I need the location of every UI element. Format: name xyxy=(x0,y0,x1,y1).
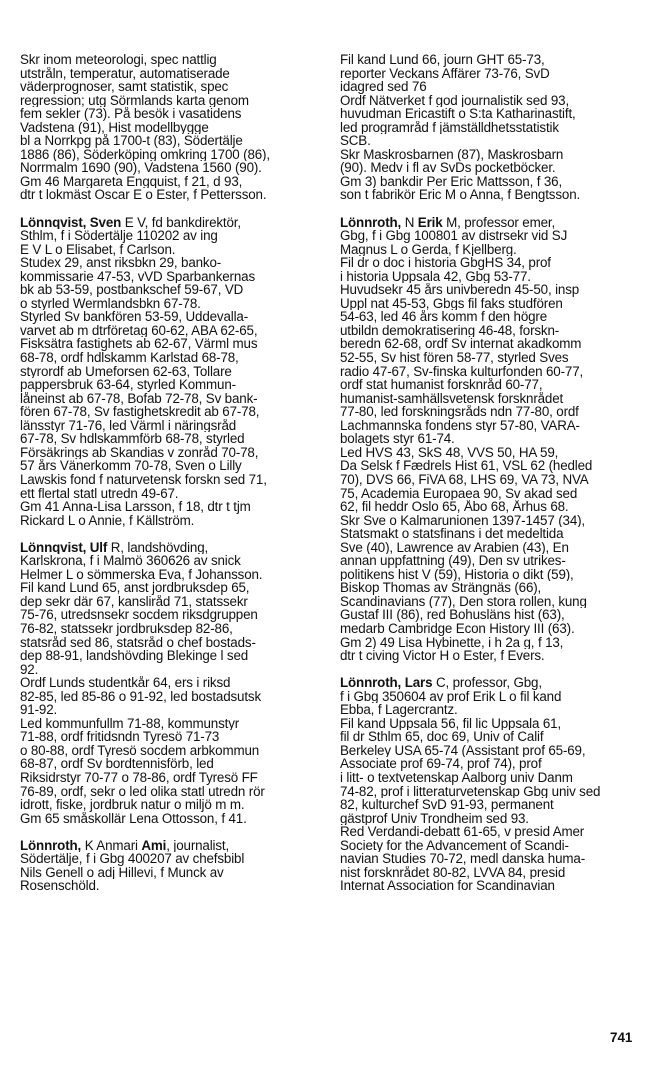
entry-text-line: 76-82, statssekr jordbruksdep 82-86, xyxy=(20,621,233,636)
entry-text-line: 71-88, ordf fritidsndn Tyresö 71-73 xyxy=(20,730,220,744)
entry-text-line: beredn 62-68, ordf Sv internat akadkomm xyxy=(340,337,582,352)
entry-text-line: Biskop Thomas av Strängnäs (66), xyxy=(340,581,542,595)
entry-text-line: Ordf Nätverket f god journalistik sed 93, xyxy=(340,93,570,108)
entry-text-line: 68-78, ordf hdlskamm Karlstad 68-78, xyxy=(20,351,239,365)
entry-text-line: statsråd sed 86, statsråd o chef bostads- xyxy=(20,635,256,650)
entry-text-line: Sve (40), Lawrence av Arabien (43), En xyxy=(340,540,569,555)
biography-entry xyxy=(20,541,320,825)
entry-text-line: fil dr Sthlm 65, doc 69, Univ of Calif xyxy=(340,730,544,744)
entry-name-part: Erik xyxy=(417,215,443,230)
entry-heading-text: R, landshövding, xyxy=(107,540,209,555)
entry-heading xyxy=(340,676,652,690)
entry-name: Lönnroth, xyxy=(20,838,82,853)
entry-text-line: 70), DVS 66, FiVA 68, LHS 69, VA 73, NVA xyxy=(340,472,589,487)
left-column xyxy=(20,53,320,893)
entry-text-line: Gm 2) 49 Lisa Hybinette, i h 2a g, f 13, xyxy=(340,635,564,650)
entry-text-line: Lawskis fond f naturvetensk forskn sed 71, xyxy=(20,472,267,487)
biography-entry xyxy=(20,839,320,893)
entry-text-line: 75, Academia Europaea 90, Sv akad sed xyxy=(340,486,578,501)
entry-text-line: ordf stat humanist forsknråd 60-77, xyxy=(340,378,543,392)
entry-text-line: Rickard L o Annie, f Källström. xyxy=(20,513,195,528)
entry-text-line: Da Selsk f Fædrels Hist 61, VSL 62 (hedled xyxy=(340,459,593,473)
entry-text-line: 54-63, led 46 års komm f den högre xyxy=(340,310,548,324)
entry-continuation xyxy=(20,53,320,202)
entry-text-line: humanist-samhällsvetensk forsknrådet xyxy=(340,391,564,406)
entry-text-line: fören 67-78, Sv fastighetskredit ab 67-78, xyxy=(20,405,260,419)
entry-text-line: Styrled Sv bankfören 53-59, Uddevalla- xyxy=(20,310,249,324)
entry-text-line: Skr Maskrosbarnen (87), Maskrosbarn xyxy=(340,147,564,162)
entry-text-line: 92. xyxy=(20,662,39,677)
entry-text-line: Karlskrona, f i Malmö 360626 av snick xyxy=(20,554,241,568)
entry-text-line: Rosenschöld. xyxy=(20,879,100,893)
page-number: 741 xyxy=(610,1030,633,1045)
entry-name: Lönnroth, xyxy=(340,215,402,230)
entry-text-line: Försäkrings ab Skandias v zonråd 70-78, xyxy=(20,445,259,460)
entry-text-line: idrott, fiske, jordbruk natur o miljö m m. xyxy=(20,798,245,812)
entry-text-line: gästprof Univ Trondheim sed 93. xyxy=(340,811,529,826)
entry-text-line: i historia Uppsala 42, Gbg 53-77. xyxy=(340,269,531,284)
entry-text-line: utstråln, temperatur, automatiserade xyxy=(20,66,230,81)
entry-text-line: dep sekr där 67, kansliråd 71, statssekr xyxy=(20,594,248,609)
entry-heading-text: , journalist, xyxy=(166,838,230,853)
entry-text-line: dtr t lokmäst Oscar E o Ester, f Pettersson. xyxy=(20,188,267,203)
entry-text-line: pappersbruk 63-64, styrled Kommun- xyxy=(20,378,236,392)
entry-text-line: 76-89, ordf, sekr o led olika statl utredn rör xyxy=(20,784,265,799)
right-column xyxy=(340,53,652,893)
entry-text-line: 77-80, led forskningsråds ndn 77-80, ordf xyxy=(340,405,579,419)
entry-name: Lönnqvist, Sven xyxy=(20,215,122,230)
entry-text-line: 1886 (86), Söderköping omkring 1700 (86), xyxy=(20,147,270,162)
entry-text-line: 82, kulturchef SvD 91-93, permanent xyxy=(340,798,554,812)
entry-text-line: Ordf Lunds studentkår 64, ers i riksd xyxy=(20,676,231,690)
entry-text-line: 91-92. xyxy=(20,703,58,717)
entry-text-line: ett flertal statl utredn 49-67. xyxy=(20,486,179,501)
entry-text-line: led programråd f jämställdhetsstatistik xyxy=(340,120,559,135)
entry-text-line: 57 års Vänerkomm 70-78, Sven o Lilly xyxy=(20,459,242,473)
entry-text-line: Sthlm, f i Södertälje 110202 av ing xyxy=(20,229,218,243)
entry-text-line: SCB. xyxy=(340,134,371,148)
entry-text-line: 67-78, Sv hdlskammförb 68-78, styrled xyxy=(20,432,245,446)
entry-text-line: navian Studies 70-72, medl danska huma- xyxy=(340,852,586,866)
entry-text-line: Studex 29, anst riksbkn 29, banko- xyxy=(20,256,222,270)
entry-heading xyxy=(340,216,652,230)
entry-text-line: 74-82, prof i litteraturvetenskap Gbg univ sed xyxy=(340,784,601,799)
entry-heading-text: N xyxy=(401,215,418,230)
entry-name-part: Ami xyxy=(141,838,167,853)
entry-text-line: Gm 65 småskollär Lena Ottosson, f 41. xyxy=(20,811,247,826)
entry-text-line: Associate prof 69-74, prof 74), prof xyxy=(340,757,542,771)
entry-heading-text: M, professor emer, xyxy=(442,215,556,230)
entry-continuation xyxy=(340,53,652,202)
entry-text-line: radio 47-67, Sv-finska kulturfonden 60-77, xyxy=(340,364,584,379)
entry-text-line: Fil kand Lund 65, anst jordbruksdep 65, xyxy=(20,581,250,595)
entry-text-line: f i Gbg 350604 av prof Erik L o fil kand xyxy=(340,689,562,704)
entry-text-line: 52-55, Sv hist fören 58-77, styrled Sves xyxy=(340,351,569,365)
entry-text-line: idagred sed 76 xyxy=(340,80,427,94)
entry-text-line: bl a Norrkpg på 1700-t (83), Södertälje xyxy=(20,134,243,148)
entry-text-line: Gm 3) bankdir Per Eric Mattsson, f 36, xyxy=(340,174,563,189)
entry-text-line: Fil kand Uppsala 56, fil lic Uppsala 61, xyxy=(340,716,562,731)
entry-text-line: Gm 46 Margareta Engquist, f 21, d 93, xyxy=(20,174,243,189)
biography-entry xyxy=(20,216,320,528)
entry-heading xyxy=(20,541,320,555)
entry-text-line: 82-85, led 85-86 o 91-92, led bostadsutsk xyxy=(20,689,262,704)
entry-text-line: Led kommunfullm 71-88, kommunstyr xyxy=(20,716,240,731)
entry-text-line: E V L o Elisabet, f Carlson. xyxy=(20,242,176,257)
entry-text-line: reporter Veckans Affärer 73-76, SvD xyxy=(340,66,550,81)
entry-text-line: Gustaf III (86), red Bohusläns hist (63), xyxy=(340,608,565,622)
entry-text-line: Internat Association for Scandinavian xyxy=(340,879,555,893)
entry-text-line: Gbg, f i Gbg 100801 av distrsekr vid SJ xyxy=(340,229,568,243)
entry-heading xyxy=(20,216,320,230)
entry-text-line: Helmer L o sömmerska Eva, f Johansson. xyxy=(20,567,263,582)
entry-text-line: politikens hist V (59), Historia o dikt (59), xyxy=(340,567,574,582)
biography-entry xyxy=(340,216,652,663)
entry-text-line: Skr inom meteorologi, spec nattlig xyxy=(20,53,217,67)
entry-text-line: styrordf ab Umeforsen 62-63, Tollare xyxy=(20,364,232,379)
entry-text-line: Fisksätra fastighets ab 62-67, Värml mus xyxy=(20,337,258,352)
entry-text-line: Red Verdandi-debatt 61-65, v presid Amer xyxy=(340,825,585,839)
entry-text-line: annan uppfattning (49), Den sv utrikes- xyxy=(340,554,566,568)
entry-text-line: Ebba, f Lagercrantz. xyxy=(340,703,458,717)
entry-text-line: Nils Genell o adj Hillevi, f Munck av xyxy=(20,865,224,880)
entry-text-line: Berkeley USA 65-74 (Assistant prof 65-69, xyxy=(340,743,586,758)
entry-text-line: Statsmakt o statsfinans i det medeltida xyxy=(340,527,564,541)
entry-name: Lönnroth, Lars xyxy=(340,676,433,690)
entry-text-line: Gm 41 Anna-Lisa Larsson, f 18, dtr t tjm xyxy=(20,500,251,514)
entry-text-line: Södertälje, f i Gbg 400207 av chefsbibl xyxy=(20,852,245,866)
entry-text-line: låneinst ab 67-78, Bofab 72-78, Sv bank- xyxy=(20,391,258,406)
entry-text-line: huvudman Ericastift o S:ta Katharinastift, xyxy=(340,107,576,121)
entry-text-line: Norrmalm 1690 (90), Vadstena 1560 (90). xyxy=(20,161,262,175)
entry-text-line: bk ab 53-59, postbankschef 59-67, VD xyxy=(20,283,244,297)
entry-heading-text: C, professor, Gbg, xyxy=(432,676,542,690)
entry-text-line: nist forsknrådet 80-82, LVVA 84, presid xyxy=(340,865,566,880)
entry-text-line: utbildn demokratisering 46-48, forskn- xyxy=(340,323,560,338)
entry-text-line: dep 88-91, landshövding Blekinge l sed xyxy=(20,649,249,663)
entry-text-line: bolagets styr 61-74. xyxy=(340,432,455,446)
entry-text-line: Huvudsekr 45 års univberedn 45-50, insp xyxy=(340,283,580,297)
entry-heading xyxy=(20,839,320,853)
entry-text-line: o 80-88, ordf Tyresö socdem arbkommun xyxy=(20,743,260,758)
entry-text-line: Magnus L o Gerda, f Kjellberg. xyxy=(340,242,517,257)
entry-text-line: fem sekler (73). På besök i vasatidens xyxy=(20,107,242,121)
entry-text-line: kommissarie 47-53, vVD Sparbankernas xyxy=(20,269,255,284)
entry-heading-text: K Anmari xyxy=(81,838,142,853)
entry-heading-text: E V, fd bankdirektör, xyxy=(121,215,241,230)
entry-text-line: Society for the Advancement of Scandi- xyxy=(340,838,569,853)
entry-text-line: 75-76, utredsnsekr socdem riksdgruppen xyxy=(20,608,258,622)
entry-text-line: i litt- o textvetenskap Aalborg univ Danm xyxy=(340,770,573,785)
entry-text-line: Fil dr o doc i historia GbgHS 34, prof xyxy=(340,256,551,270)
entry-text-line: länsstyr 71-76, led Värml i näringsråd xyxy=(20,418,237,433)
biography-entry xyxy=(340,676,652,893)
entry-text-line: Uppl nat 45-53, Gbgs fil faks studfören xyxy=(340,296,563,311)
entry-text-line: Lachmannska fondens styr 57-80, VARA- xyxy=(340,418,580,433)
entry-text-line: varvet ab m dtrföretag 60-62, ABA 62-65, xyxy=(20,323,258,338)
entry-text-line: regression; utg Sörmlands karta genom xyxy=(20,93,249,108)
entry-text-line: Vadstena (91), Hist modellbygge xyxy=(20,120,209,135)
entry-text-line: Skr Sve o Kalmarunionen 1397-1457 (34), xyxy=(340,513,586,528)
entry-text-line: son t fabrikör Eric M o Anna, f Bengtsson. xyxy=(340,188,581,203)
entry-text-line: Led HVS 43, SkS 48, VVS 50, HA 59, xyxy=(340,445,559,460)
entry-text-line: 68-87, ordf Sv bordtennisförb, led xyxy=(20,757,214,771)
entry-text-line: dtr t civing Victor H o Ester, f Evers. xyxy=(340,649,545,663)
entry-text-line: (90). Medv i fl av SvDs pocketböcker. xyxy=(340,161,556,175)
entry-text-line: Riksidrstyr 70-77 o 78-86, ordf Tyresö FF xyxy=(20,770,258,785)
entry-name: Lönnqvist, Ulf xyxy=(20,540,108,555)
entry-text-line: o styrled Wermlandsbkn 67-78. xyxy=(20,296,201,311)
entry-text-line: 62, fil heddr Oslo 65, Åbo 68, Århus 68. xyxy=(340,500,569,514)
entry-text-line: medarb Cambridge Econ History III (63). xyxy=(340,621,575,636)
entry-text-line: väderprognoser, samt statistik, spec xyxy=(20,80,229,94)
entry-text-line: Scandinavians (77), Den stora rollen, kung xyxy=(340,594,587,609)
entry-text-line: Fil kand Lund 66, journ GHT 65-73, xyxy=(340,53,545,67)
